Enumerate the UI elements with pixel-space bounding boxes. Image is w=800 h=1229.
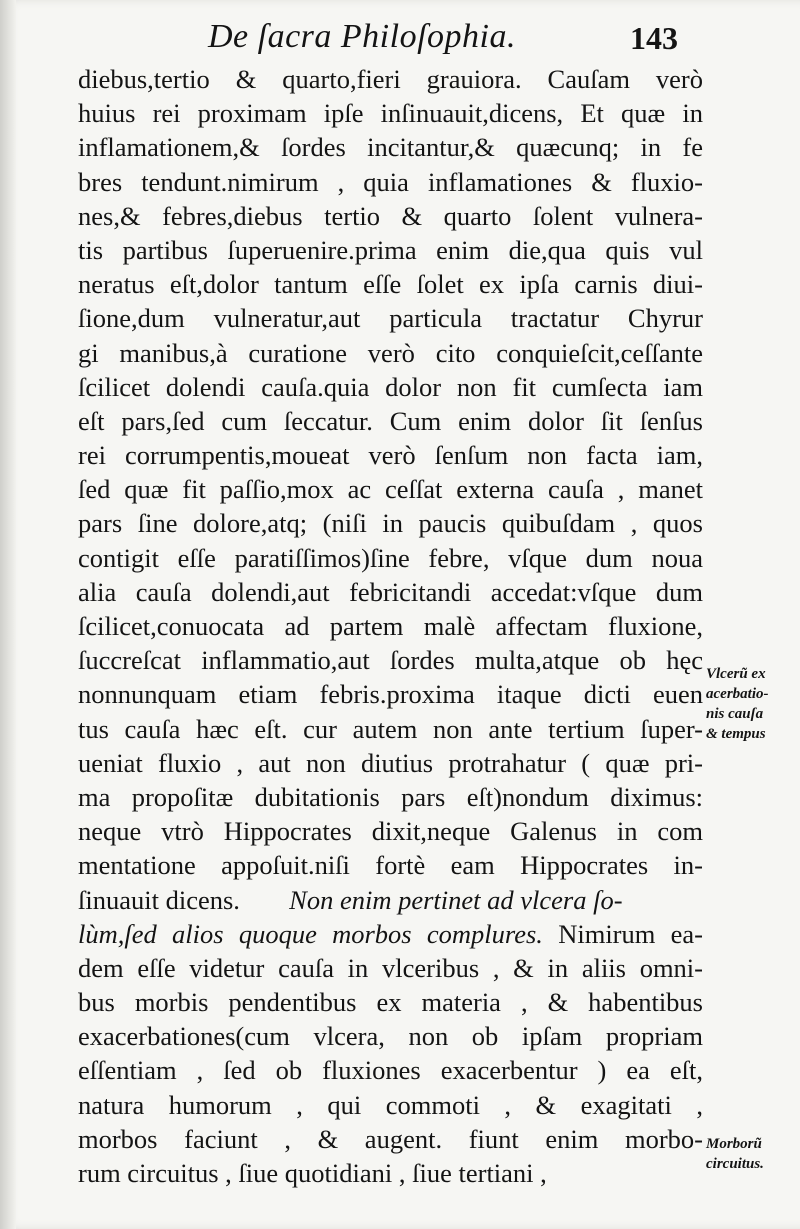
text-line: morbos faciunt , & augent. fiunt enim morbo- [78,1123,703,1154]
text-line: huius rei proximam ipſe inſinuauit,dicens, Et quæ in [78,98,703,129]
text-line-with-quote [78,883,703,917]
margin-note-circuits [706,1134,798,1174]
page-number: 143 [630,20,678,56]
text-line: gi manibus,à curatione verò cito conquieſcit,ceſſante [78,337,703,368]
margin-note-line: circuitus. [706,1156,764,1172]
page-gutter-shadow [0,0,16,1229]
text-segment: ſinuauit dicens. [78,884,240,915]
text-line: tis partibus ſuperuenire.prima enim die,qua quis vul [78,234,703,265]
text-line: tus cauſa hæc eſt. cur autem non ante tertium ſuper- [78,713,703,744]
margin-note-line: Morborũ [706,1136,762,1152]
italic-quote: Non enim pertinet ad vlcera ſo- [289,884,623,915]
text-line-with-quote [78,917,703,951]
text-line: ma propoſitæ dubitationis pars eſt)nondum diximus: [78,781,703,812]
text-line: rei corrumpentis,moueat verò ſenſum non facta iam, [78,440,703,471]
text-line: ſed quæ fit paſſio,mox ac ceſſat externa cauſa , manet [78,474,703,505]
text-line: exacerbationes(cum vlcera, non ob ipſam propriam [78,1021,703,1052]
text-line: alia cauſa dolendi,aut febricitandi accedat:vſque dum [78,576,703,607]
body-text [78,62,703,1190]
margin-note-line: & tempus [706,726,766,742]
text-line: mentatione appoſuit.niſi fortè eam Hippocrates in- [78,850,703,881]
text-line: ſcilicet dolendi cauſa.quia dolor non fit cumſecta iam [78,371,703,402]
text-line: dem eſſe videtur cauſa in vlceribus , & in aliis omni- [78,952,703,983]
page-header [0,12,800,60]
text-line: bres tendunt.nimirum , quia inflamationes & fluxio- [78,166,703,197]
text-line: bus morbis pendentibus ex materia , & habentibus [78,987,703,1018]
text-line: contigit eſſe paratiſſimos)ſine febre, vſque dum noua [78,542,703,573]
text-line: ſuccreſcat inflammatio,aut ſordes multa,atque ob hęc [78,645,703,676]
text-line: neque vtrò Hippocrates dixit,neque Galenus in com [78,816,703,847]
text-line: rum circuitus , ſiue quotidiani , ſiue tertiani , [78,1158,547,1188]
text-line: ſcilicet,conuocata ad partem malè affectam fluxione, [78,611,703,641]
text-line: pars ſine dolore,atq; (niſi in paucis quibuſdam , quos [78,508,703,539]
text-line: neratus eſt,dolor tantum eſſe ſolet ex ipſa carnis diui- [78,269,703,300]
running-title: De ſacra Philoſophia. [208,18,516,55]
margin-note-line: nis cauſa [706,706,764,722]
text-line: inflamationem,& ſordes incitantur,& quæcunq; in fe [78,132,703,163]
text-line: ueniat fluxio , aut non diutius protrahatur ( quæ pri- [78,747,703,778]
margin-note-ulcer [706,664,798,744]
text-segment: Nimirum ea- [542,918,703,949]
text-line: nonnunquam etiam febris.proxima itaque dicti euen [78,679,703,710]
text-line: eſt pars,ſed cum ſeccatur. Cum enim dolor ſit ſenſus [78,405,703,436]
text-line: natura humorum , qui commoti , & exagitati , [78,1089,703,1120]
text-line: diebus,tertio & quarto,fieri grauiora. Cauſam verò [78,64,703,94]
text-line: ſione,dum vulneratur,aut particula tractatur Chyrur [78,303,703,334]
italic-quote: lùm,ſed alios quoque morbos complures. [78,918,543,949]
margin-note-line: Vlcerũ ex [706,666,766,682]
margin-note-line: acerbatio- [706,686,769,702]
text-line: eſſentiam , ſed ob fluxiones exacerbentur ) ea eſt, [78,1055,703,1086]
text-line: nes,& febres,diebus tertio & quarto ſolent vulnera- [78,200,703,231]
